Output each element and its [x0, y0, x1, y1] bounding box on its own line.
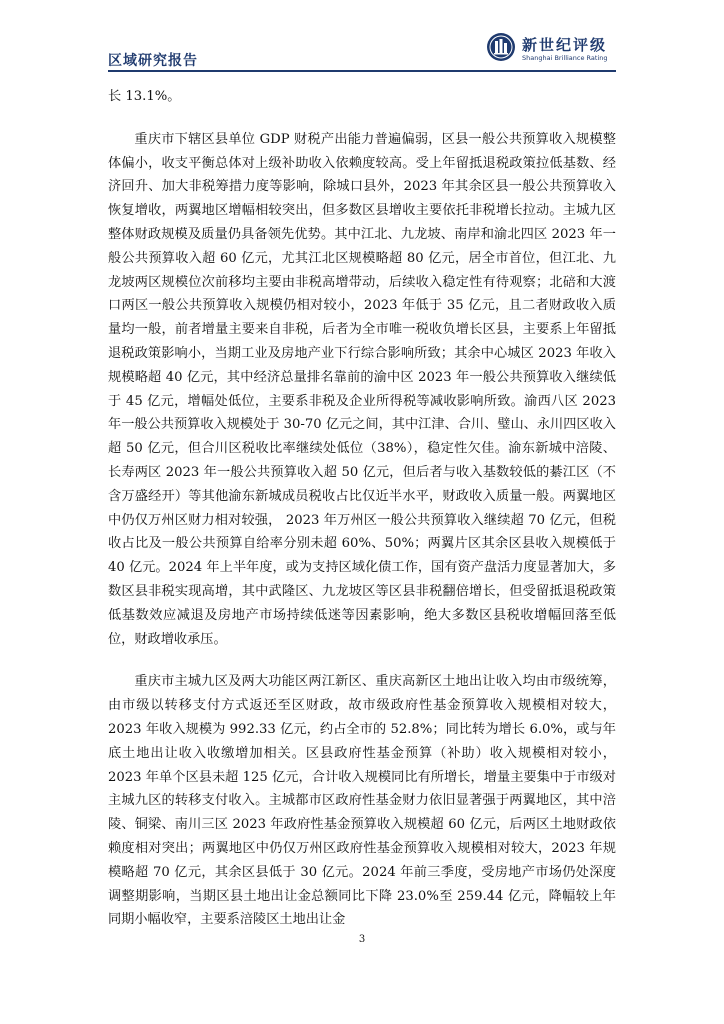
- paragraph-continued: 长 13.1%。: [108, 89, 181, 104]
- brilliance-emblem-icon: [486, 32, 516, 62]
- paragraph-fund-budget: 重庆市主城九区及两大功能区两江新区、重庆高新区土地出让收入均由市级统筹，由市级以转移支付方式返还至区财政，故市级政府性基金预算收入规模相对较大，2023 年收入规模为 992.33 亿元，约占全市的 52.8%；同比转为增长 6.0%，或与年底土地出让收入收缴增加相关。区县政府性基金预算（补助）收入规模相对较小，2023 年单个区县未超 125 亿元，合计收入规模同比有所增长，增量主要集中于市级对主城九区的转移支付收入。主城都市区政府性基金财力依旧显著强于两翼地区，其中涪陵、铜梁、南川三区 2023 年政府性基金预算收入规模超 60 亿元，后两区土地财政依赖度相对突出；两翼地区中仍仅万州区政府性基金预算收入规模相对较大，2023 年规模略超 70 亿元，其余区县低于 30 亿元。2024 年前三季度，受房地产市场仍处深度调整期影响，当期区县土地出让金总额同比下降 23.0%至 259.44 亿元，降幅较上年同期小幅收窄，主要系涪陵区土地出让金: [108, 674, 616, 928]
- report-body: [108, 85, 616, 932]
- report-category-title: 区域研究报告: [108, 53, 198, 69]
- logo-english-name: Shanghai Brilliance Rating: [522, 54, 608, 62]
- logo-chinese-name: 新世纪评级: [522, 36, 608, 54]
- header-divider: [108, 70, 616, 72]
- paragraph-general-budget: 重庆市下辖区县单位 GDP 财税产出能力普遍偏弱，区县一般公共预算收入规模整体偏小，收支平衡总体对上级补助收入依赖度较高。受上年留抵退税政策拉低基数、经济回升、加大非税筹措力度等影响，除城口县外，2023 年其余区县一般公共预算收入恢复增收，两翼地区增幅相较突出，但多数区县增收主要依托非税增长拉动。主城九区整体财政规模及质量仍具备领先优势。其中江北、九龙坡、南岸和渝北四区 2023 年一般公共预算收入超 60 亿元，尤其江北区规模略超 80 亿元，居全市首位，但江北、九龙坡两区规模位次前移均主要由非税高增带动，后续收入稳定性有待观察；北碚和大渡口两区一般公共预算收入规模仍相对较小，2023 年低于 35 亿元，且二者财政收入质量均一般，前者增量主要来自非税，后者为全市唯一税收负增长区县，主要系上年留抵退税政策影响小，当期工业及房地产业下行综合影响所致；其余中心城区 2023 年收入规模略超 40 亿元，其中经济总量排名靠前的渝中区 2023 年一般公共预算收入继续低于 45 亿元，增幅处低位，主要系非税及企业所得税等减收影响所致。渝西八区 2023 年一般公共预算收入规模处于 30-70 亿元之间，其中江津、合川、璧山、永川四区收入超 50 亿元，但合川区税收比率继续处低位（38%），稳定性欠佳。渝东新城中涪陵、长寿两区 2023 年一般公共预算收入超 50 亿元，但后者与收入基数较低的綦江区（不含万盛经开）等其他渝东新城成员税收占比仅近半水平，财政收入质量一般。两翼地区中仍仅万州区财力相对较强， 2023 年万州区一般公共预算收入继续超 70 亿元，但税收占比及一般公共预算自给率分别未超 60%、50%；两翼片区其余区县收入规模低于 40 亿元。2024 年上半年度，或为支持区域化债工作，国有资产盘活力度显著加大，多数区县非税实现高增，其中武隆区、九龙坡区等区县非税翻倍增长，但受留抵退税政策低基数效应减退及房地产市场持续低迷等因素影响，绝大多数区县税收增幅回落至低位，财政增收承压。: [108, 131, 616, 647]
- page-number: 3: [358, 934, 366, 945]
- brand-logo: [486, 32, 616, 66]
